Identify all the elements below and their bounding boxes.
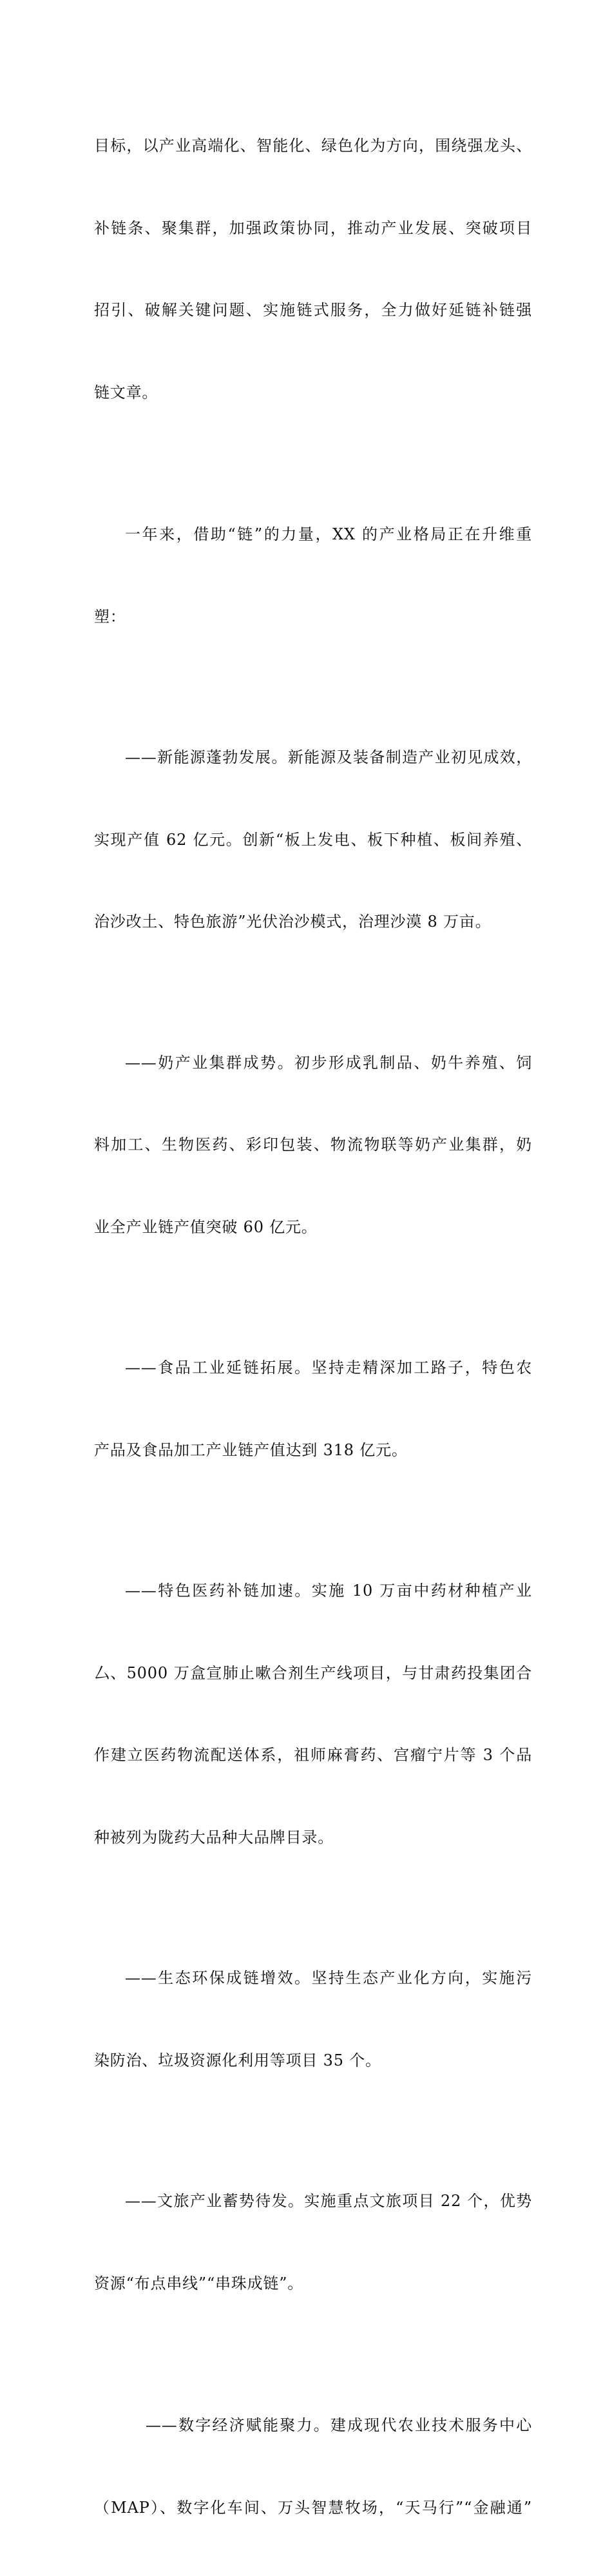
- paragraph-intro-continued: [94, 77, 532, 461]
- text-line: 一年来，借助“链”的力量，XX 的产业格局正在升维重: [125, 525, 532, 543]
- paragraph-new-energy: [94, 689, 532, 991]
- text-line: 作建立医药物流配送体系，祖师麻膏药、宫瘤宁片等 3 个品: [94, 1746, 532, 1764]
- text-line: 治沙改土、特色旅游”光伏治沙模式，治理沙漠 8 万亩。: [94, 913, 492, 931]
- text-line: 链文章。: [94, 383, 158, 402]
- text-line: 业全产业链产值突破 60 亿元。: [94, 1217, 318, 1236]
- text-line: 种被列为陇药大品种大品牌目录。: [94, 1828, 334, 1846]
- text-line: 招引、破解关键问题、实施链式服务，全力做好延链补链强: [94, 301, 532, 319]
- text-line: 实现产值 62 亿元。创新“板上发电、板下种植、板间养殖、: [94, 830, 532, 849]
- text-line: ——生态环保成链增效。坚持生态产业化方向，实施污: [125, 1969, 532, 1987]
- paragraph-culture-tourism: [94, 2133, 532, 2352]
- paragraph-eco-environment: [94, 1910, 532, 2129]
- text-line: 产品及食品加工产业链产值达到 318 亿元。: [94, 1440, 408, 1459]
- text-line: 染防治、垃圾资源化利用等项目 35 个。: [94, 2051, 381, 2069]
- document-body: [94, 77, 532, 2576]
- text-line: （MAP）、数字化车间、万头智慧牧场，“天马行”“金融通”: [94, 2498, 532, 2517]
- paragraph-summary: [94, 466, 532, 685]
- paragraph-digital-economy: [94, 2357, 532, 2576]
- text-line: ——奶产业集群成势。初步形成乳制品、奶牛养殖、饲: [125, 1053, 532, 1072]
- text-line: 塑：: [94, 607, 126, 626]
- text-line: 资源“布点串线”“串珠成链”。: [94, 2274, 304, 2292]
- text-line: ⼛、5000 万盒宣肺止嗽合剂生产线项目，与甘肃药投集团合: [94, 1663, 532, 1682]
- paragraph-medicine: [94, 1522, 532, 1906]
- text-line: ——文旅产业蓄势待发。实施重点文旅项目 22 个，优势: [125, 2192, 532, 2210]
- text-line: ——食品工业延链拓展。坚持走精深加工路子，特色农: [125, 1359, 532, 1377]
- text-line: ——特色医药补链加速。实施 10 万亩中药材种植产业: [125, 1582, 532, 1600]
- text-line: 料加工、生物医药、彩印包装、物流物联等奶产业集群，奶: [94, 1136, 532, 1154]
- paragraph-food-industry: [94, 1299, 532, 1518]
- paragraph-dairy: [94, 994, 532, 1296]
- text-line: ——新能源蓬勃发展。新能源及装备制造产业初见成效，: [125, 748, 532, 766]
- text-line: ——数字经济赋能聚力。建成现代农业技术服务中心: [146, 2416, 532, 2434]
- text-line: 目标，以产业高端化、智能化、绿色化为方向，围绕强龙头、: [94, 137, 532, 155]
- text-line: 补链条、聚集群，加强政策协同，推动产业发展、突破项目: [94, 218, 532, 237]
